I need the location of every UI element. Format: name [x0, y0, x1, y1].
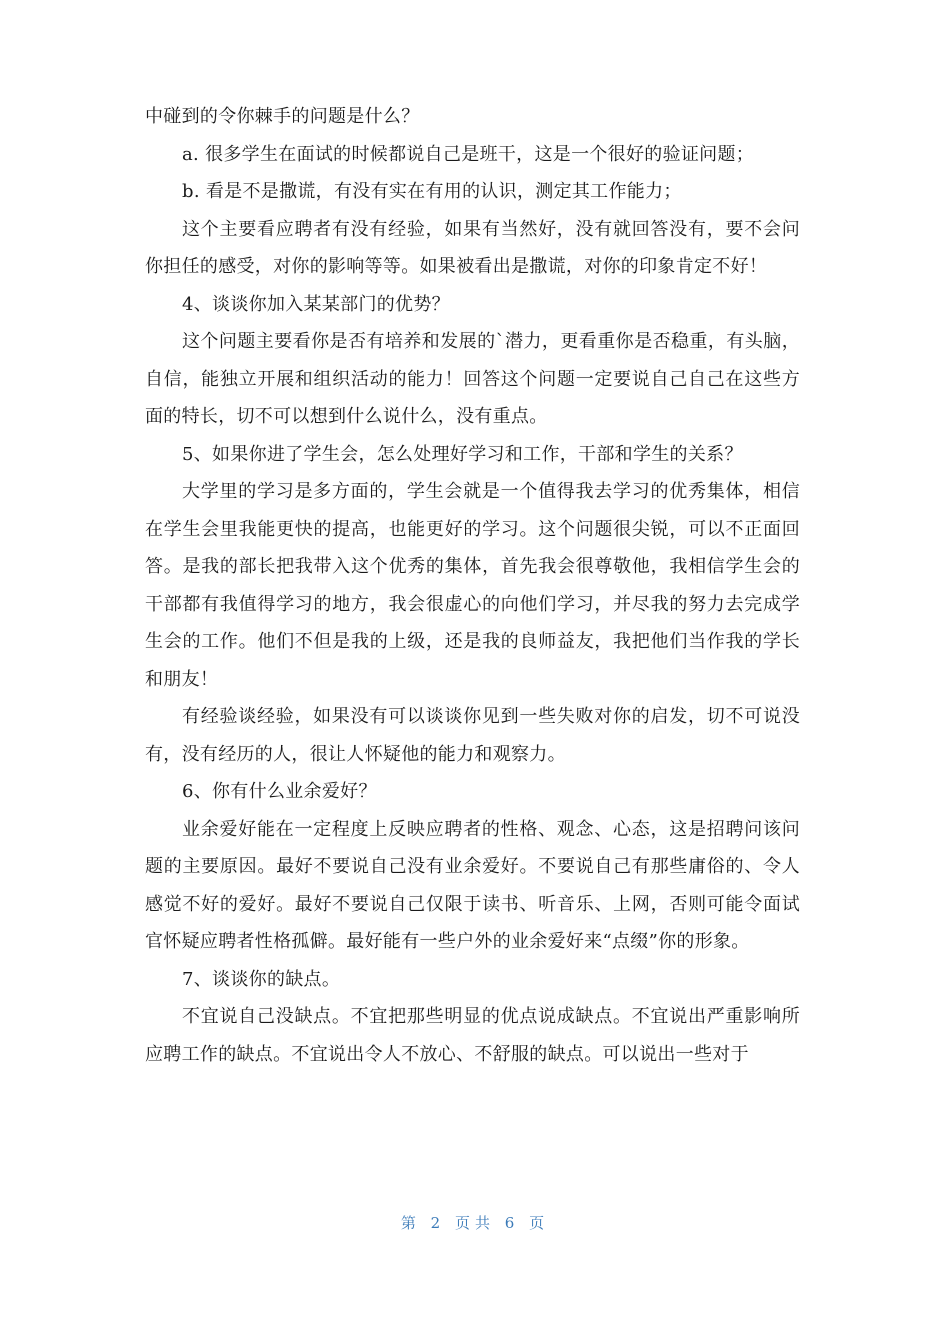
- paragraph-point-a: a. 很多学生在面试的时候都说自己是班干，这是一个很好的验证问题；: [182, 143, 755, 165]
- page-number-footer: [0, 1212, 950, 1233]
- footer-total-pages: 6: [504, 1214, 520, 1232]
- question-heading-7: 7、谈谈你的缺点。: [182, 968, 341, 990]
- question-heading-5: 5、如果你进了学生会，怎么处理好学习和工作，干部和学生的关系？: [182, 443, 743, 465]
- footer-label-pre: 第: [400, 1214, 421, 1232]
- paragraph-answer-3: 这个主要看应聘者有没有经验，如果有当然好，没有就回答没有，要不会问你担任的感受，对你的影响等等。如果被看出是撒谎，对你的印象肯定不好！: [145, 218, 800, 277]
- question-heading-6: 6、你有什么业余爱好？: [182, 781, 377, 802]
- footer-current-page: 2: [430, 1214, 446, 1232]
- paragraph-answer-4: 这个问题主要看你是否有培养和发展的`潜力，更看重你是否稳重，有头脑，自信，能独立开展和组织活动的能力！回答这个问题一定要说自己自己在这些方面的特长，切不可以想到什么说什么，没有重点。: [145, 331, 800, 427]
- paragraph-continued-question: 中碰到的令你棘手的问题是什么？: [145, 106, 420, 127]
- footer-label-post: 页: [529, 1214, 550, 1232]
- question-heading-4: 4、谈谈你加入某某部门的优势？: [182, 293, 450, 315]
- document-body: [145, 98, 800, 1073]
- paragraph-point-b: b. 看是不是撒谎，有没有实在有用的认识，测定其工作能力；: [182, 181, 682, 202]
- paragraph-answer-5b: 有经验谈经验，如果没有可以谈谈你见到一些失败对你的启发，切不可说没有，没有经历的人，很让人怀疑他的能力和观察力。: [145, 706, 800, 765]
- paragraph-answer-7: 不宜说自己没缺点。不宜把那些明显的优点说成缺点。不宜说出严重影响所应聘工作的缺点。不宜说出令人不放心、不舒服的缺点。可以说出一些对于: [145, 1006, 800, 1065]
- footer-label-mid: 页共: [454, 1214, 495, 1232]
- paragraph-answer-5a: 大学里的学习是多方面的，学生会就是一个值得我去学习的优秀集体，相信在学生会里我能更快的提高，也能更好的学习。这个问题很尖锐，可以不正面回答。是我的部长把我带入这个优秀的集体，首先我会很尊敬他，我相信学生会的干部都有我值得学习的地方，我会很虚心的向他们学习，并尽我的努力去完成学生会的工作。他们不但是我的上级，还是我的良师益友，我把他们当作我的学长和朋友！: [145, 481, 800, 690]
- paragraph-answer-6: 业余爱好能在一定程度上反映应聘者的性格、观念、心态，这是招聘问该问题的主要原因。最好不要说自己没有业余爱好。不要说自己有那些庸俗的、令人感觉不好的爱好。最好不要说自己仅限于读书、听音乐、上网，否则可能令面试官怀疑应聘者性格孤僻。最好能有一些户外的业余爱好来“点缀”你的形象。: [145, 818, 800, 952]
